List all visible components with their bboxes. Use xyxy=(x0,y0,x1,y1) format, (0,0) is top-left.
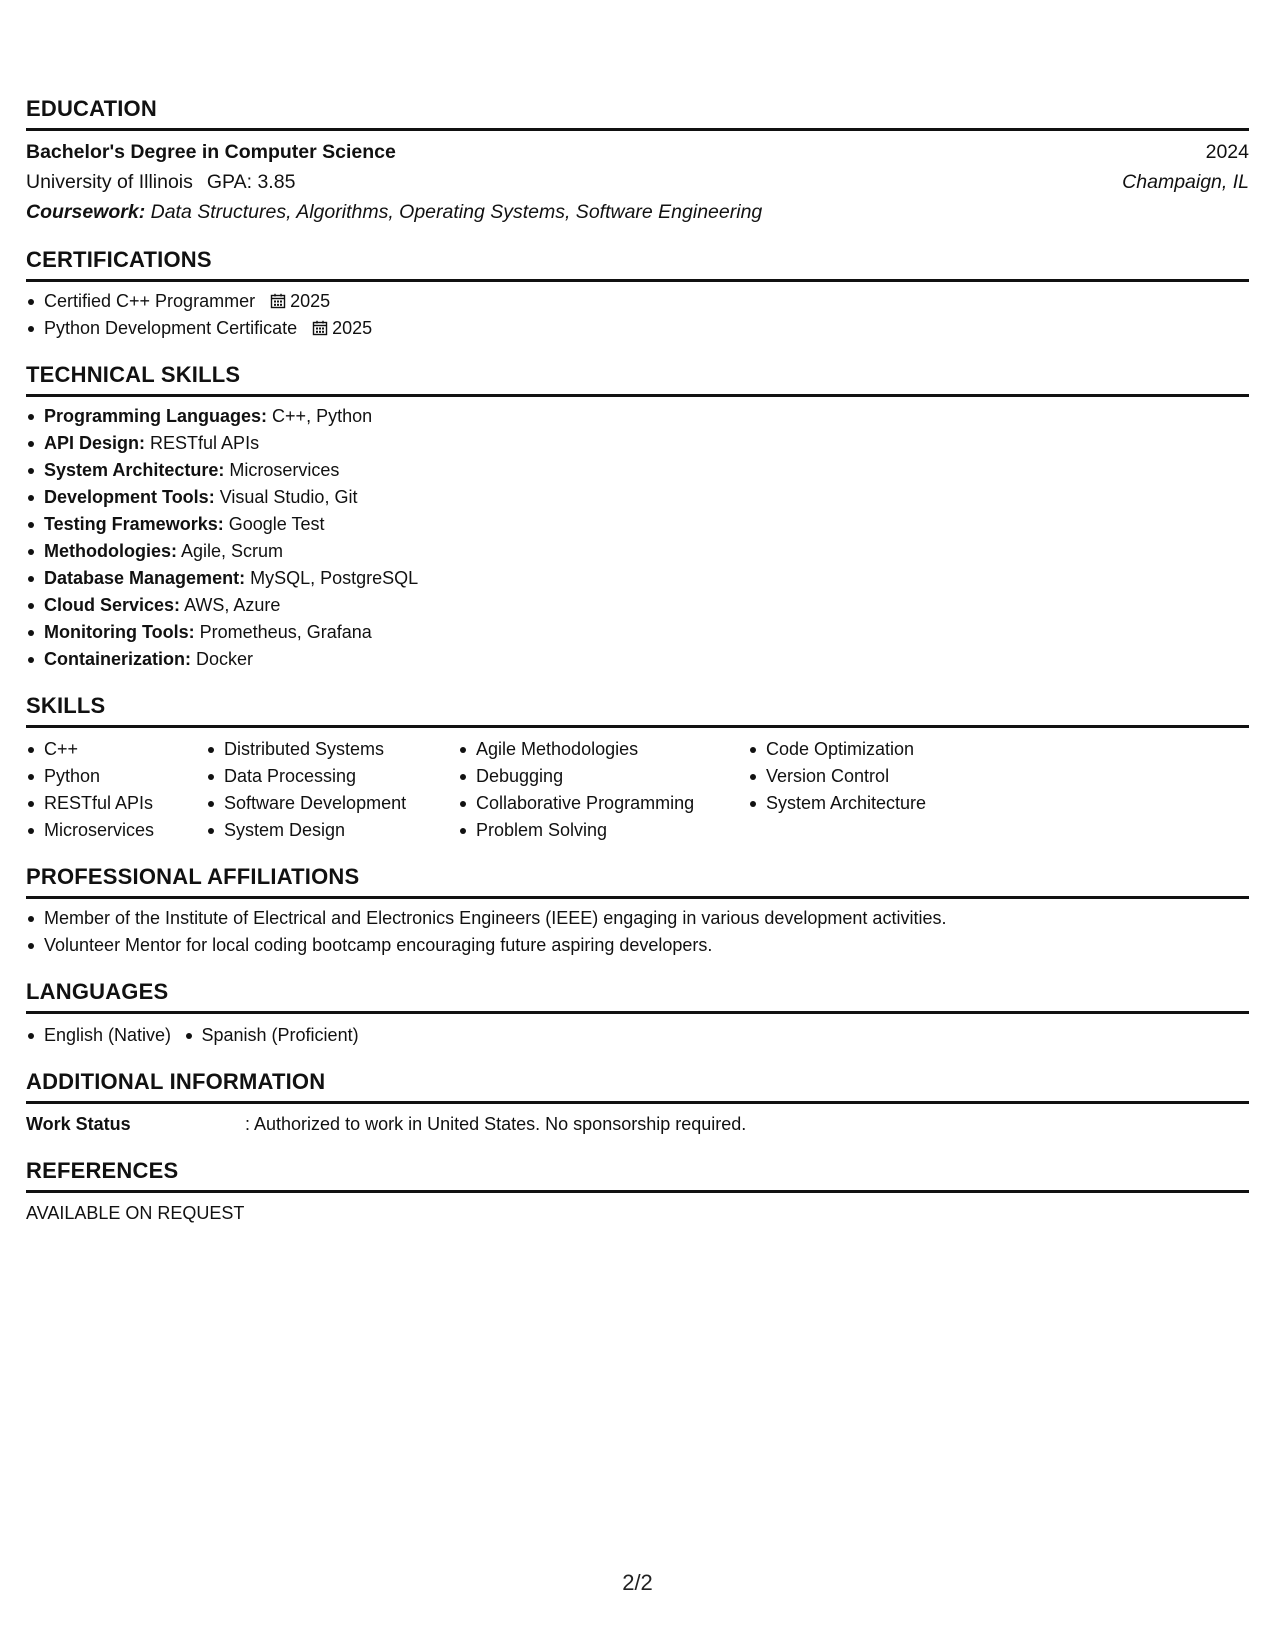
section-title: ADDITIONAL INFORMATION xyxy=(26,1069,326,1094)
list-item: Problem Solving xyxy=(476,817,748,844)
list-item xyxy=(44,457,1249,484)
resume-page xyxy=(26,86,1249,1237)
skill-category: Cloud Services: xyxy=(44,595,181,615)
affiliations-list xyxy=(26,905,1249,959)
languages-list xyxy=(26,1022,385,1049)
section-title: PROFESSIONAL AFFILIATIONS xyxy=(26,864,360,889)
additional-info-section xyxy=(26,1059,1249,1138)
certification-name: Python Development Certificate xyxy=(44,318,298,338)
list-item xyxy=(44,430,1249,457)
skills-column xyxy=(206,736,458,844)
list-item xyxy=(44,511,1249,538)
list-item: Python xyxy=(44,763,206,790)
references-section xyxy=(26,1148,1249,1227)
work-status-label: Work Status xyxy=(26,1114,131,1134)
list-item: System Architecture xyxy=(766,790,1066,817)
certification-date xyxy=(312,318,372,338)
skill-category: System Architecture: xyxy=(44,460,225,480)
section-title: LANGUAGES xyxy=(26,979,169,1004)
list-item: System Design xyxy=(224,817,458,844)
affiliations-section xyxy=(26,854,1249,959)
coursework-label: Coursework: xyxy=(26,201,146,223)
skill-values: Visual Studio, Git xyxy=(219,487,358,507)
section-title: TECHNICAL SKILLS xyxy=(26,362,241,387)
list-item: Member of the Institute of Electrical and Electronics Engineers (IEEE) engaging in various development activities. xyxy=(44,905,1249,932)
calendar-icon xyxy=(270,293,286,309)
section-divider xyxy=(26,1190,1249,1193)
references-text: AVAILABLE ON REQUEST xyxy=(26,1203,245,1223)
skill-category: API Design: xyxy=(44,433,146,453)
list-item: English (Native) xyxy=(44,1022,171,1049)
list-item xyxy=(44,403,1249,430)
work-status-row xyxy=(26,1110,1249,1138)
skill-category: Programming Languages: xyxy=(44,406,268,426)
coursework-list: Data Structures, Algorithms, Operating Systems, Software Engineering xyxy=(150,201,763,223)
list-item xyxy=(44,288,1249,315)
skill-values: Agile, Scrum xyxy=(181,541,284,561)
section-divider xyxy=(26,896,1249,899)
certification-year: 2025 xyxy=(290,291,331,311)
section-title: SKILLS xyxy=(26,693,106,718)
institution-location: Champaign, IL xyxy=(1122,171,1249,193)
skills-column xyxy=(458,736,748,844)
gpa: GPA: 3.85 xyxy=(206,171,296,193)
skill-category: Monitoring Tools: xyxy=(44,622,195,642)
list-item xyxy=(44,315,1249,342)
section-title: REFERENCES xyxy=(26,1158,179,1183)
list-item xyxy=(44,592,1249,619)
coursework xyxy=(26,197,1249,227)
section-title: CERTIFICATIONS xyxy=(26,247,212,272)
list-item: Version Control xyxy=(766,763,1066,790)
skill-category: Database Management: xyxy=(44,568,246,588)
list-item xyxy=(44,646,1249,673)
institution-name: University of Illinois xyxy=(26,171,193,193)
section-divider xyxy=(26,279,1249,282)
skill-values: C++, Python xyxy=(272,406,373,426)
calendar-icon xyxy=(312,320,328,336)
skill-values: Prometheus, Grafana xyxy=(199,622,372,642)
certification-list xyxy=(26,288,1249,342)
list-item xyxy=(44,619,1249,646)
skills-column xyxy=(26,736,206,844)
skills-column xyxy=(748,736,1066,844)
languages-section xyxy=(26,969,1249,1049)
list-item: RESTful APIs xyxy=(44,790,206,817)
skills-section xyxy=(26,683,1249,844)
list-item: Software Development xyxy=(224,790,458,817)
list-item: Volunteer Mentor for local coding bootcamp encouraging future aspiring developers. xyxy=(44,932,1249,959)
skill-category: Containerization: xyxy=(44,649,191,669)
list-item: Code Optimization xyxy=(766,736,1066,763)
section-divider xyxy=(26,394,1249,397)
list-item: Data Processing xyxy=(224,763,458,790)
work-status-value: : Authorized to work in United States. No sponsorship required. xyxy=(245,1114,747,1134)
section-divider xyxy=(26,725,1249,728)
institution-row xyxy=(26,167,1249,197)
skill-values: Microservices xyxy=(229,460,340,480)
skill-category: Development Tools: xyxy=(44,487,215,507)
certification-name: Certified C++ Programmer xyxy=(44,291,256,311)
list-item: Spanish (Proficient) xyxy=(202,1022,359,1049)
skills-grid xyxy=(26,734,1249,844)
languages-row xyxy=(26,1020,1249,1049)
skill-values: Google Test xyxy=(228,514,325,534)
skill-values: Docker xyxy=(196,649,254,669)
institution xyxy=(26,167,295,197)
list-item xyxy=(44,538,1249,565)
list-item: Debugging xyxy=(476,763,748,790)
skill-category: Methodologies: xyxy=(44,541,177,561)
degree-title: Bachelor's Degree in Computer Science xyxy=(26,141,396,163)
degree-row xyxy=(26,137,1249,167)
section-title: EDUCATION xyxy=(26,96,157,121)
technical-skills-section xyxy=(26,352,1249,673)
skill-values: AWS, Azure xyxy=(184,595,281,615)
technical-skills-list xyxy=(26,403,1249,673)
certification-date xyxy=(270,291,330,311)
list-item xyxy=(44,565,1249,592)
certification-year: 2025 xyxy=(332,318,373,338)
skill-values: RESTful APIs xyxy=(150,433,260,453)
education-section xyxy=(26,86,1249,227)
certifications-section xyxy=(26,237,1249,342)
section-divider xyxy=(26,128,1249,131)
list-item: Distributed Systems xyxy=(224,736,458,763)
page-number: 2/2 xyxy=(622,1570,653,1595)
section-divider xyxy=(26,1101,1249,1104)
section-divider xyxy=(26,1011,1249,1014)
skill-category: Testing Frameworks: xyxy=(44,514,224,534)
list-item: Microservices xyxy=(44,817,206,844)
list-item xyxy=(44,484,1249,511)
list-item: C++ xyxy=(44,736,206,763)
list-item: Agile Methodologies xyxy=(476,736,748,763)
degree-year: 2024 xyxy=(1205,141,1249,163)
skill-values: MySQL, PostgreSQL xyxy=(250,568,419,588)
list-item: Collaborative Programming xyxy=(476,790,748,817)
